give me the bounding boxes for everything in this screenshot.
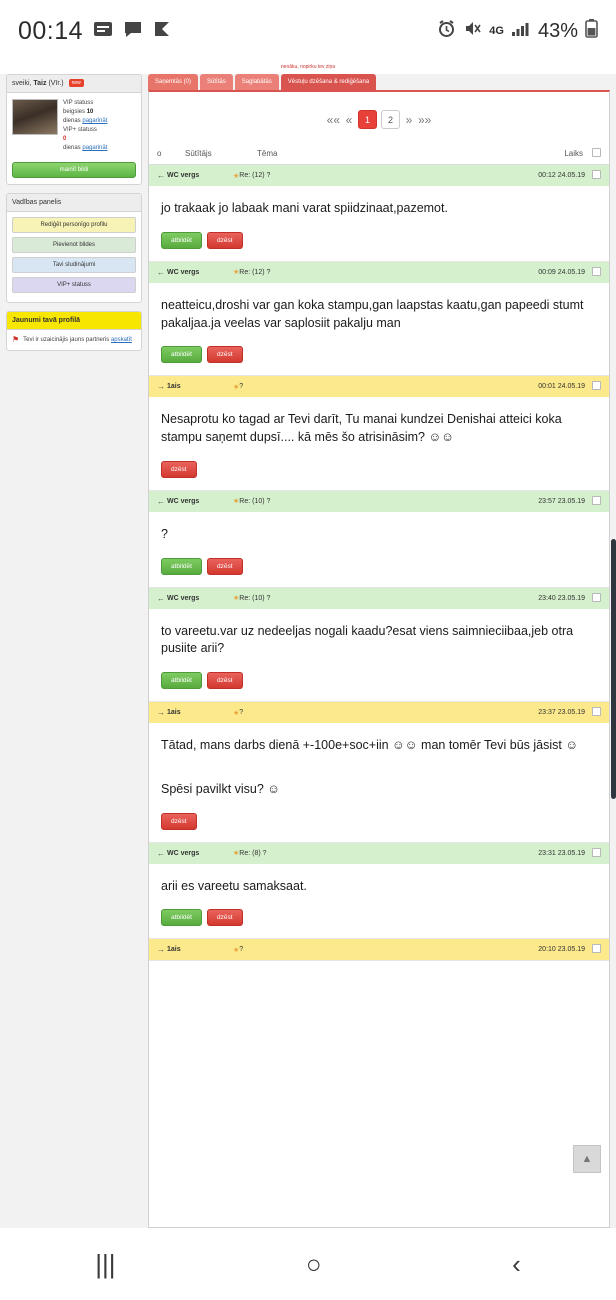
sidebar	[6, 74, 142, 1228]
message-sender[interactable]: 1ais	[167, 383, 181, 391]
message-topic[interactable]: ?	[239, 709, 244, 716]
message-paragraph: Nesaprotu ko tagad ar Tevi darīt, Tu manai kundzei Denishai atteici koka stampu saņemt dupsī.... kā mēs šo atrisināsim? ☺☺	[161, 412, 562, 444]
profile-gender: (Vīr.)	[48, 80, 64, 87]
reply-button[interactable]: atbildēt	[161, 558, 202, 575]
greeting-label: sveiki,	[12, 80, 32, 87]
message-time: 00:01 24.05.19	[538, 383, 585, 391]
recents-button[interactable]: |||	[95, 1249, 116, 1279]
status-bar-right	[437, 19, 598, 43]
message-row	[149, 165, 609, 262]
avatar[interactable]	[12, 99, 58, 135]
message-body	[149, 186, 609, 228]
new-badge: new	[69, 79, 84, 87]
news-item	[7, 330, 141, 350]
direction-arrow-icon: →	[157, 382, 165, 392]
message-time: 23:37 23.05.19	[538, 709, 585, 716]
column-header-time: Laiks	[564, 149, 583, 158]
message-paragraph: Spēsi pavilkt visu? ☺	[161, 781, 281, 796]
delete-button[interactable]: dzēst	[207, 672, 243, 689]
control-panel-menu	[7, 212, 141, 302]
star-icon: ★	[233, 850, 240, 857]
news-text: Tevi ir uzaicinājis jauns partneris	[23, 337, 110, 343]
pagination-first[interactable]: ««	[326, 112, 340, 127]
select-all-checkbox[interactable]	[583, 148, 601, 159]
message-topic[interactable]: Re: (10) ?	[239, 497, 271, 505]
reply-button[interactable]: atbildēt	[161, 346, 202, 363]
chevron-up-icon: ▲	[581, 1153, 593, 1165]
tab-sent[interactable]: Sūtītās	[200, 74, 233, 90]
profile-panel-header	[7, 75, 141, 93]
messenger-icon	[93, 20, 113, 43]
message-row	[149, 702, 609, 843]
tabs-bar	[148, 74, 610, 90]
message-header	[149, 939, 609, 960]
chat-bubble-icon	[123, 20, 143, 43]
message-header	[149, 491, 609, 512]
message-sender[interactable]: WC vergs	[167, 497, 200, 505]
message-actions	[149, 457, 609, 490]
message-checkbox[interactable]	[585, 848, 601, 859]
delete-button[interactable]: dzēst	[207, 558, 243, 575]
star-icon: ★	[233, 595, 240, 602]
delete-button[interactable]: dzēst	[161, 813, 197, 830]
message-checkbox[interactable]	[585, 496, 601, 507]
message-row	[149, 376, 609, 491]
page-scrollbar[interactable]	[611, 539, 616, 799]
control-panel-header: Vadības panelis	[7, 194, 141, 212]
vip-days-value: 10	[86, 109, 94, 115]
pagination-last[interactable]: »»	[418, 112, 432, 127]
message-row	[149, 588, 609, 703]
message-sender[interactable]: WC vergs	[167, 172, 200, 179]
reply-button[interactable]: atbildēt	[161, 909, 202, 926]
vip-expire-label: beigsies	[63, 109, 86, 115]
scroll-to-top-button[interactable]	[573, 1145, 601, 1173]
message-body	[149, 723, 609, 809]
message-checkbox[interactable]	[585, 944, 601, 955]
reply-button[interactable]: atbildēt	[161, 672, 202, 689]
message-header	[149, 702, 609, 723]
message-header	[149, 165, 609, 186]
profile-status-info	[63, 99, 107, 153]
message-topic[interactable]: Re: (10) ?	[239, 594, 271, 602]
pagination-page-2[interactable]: 2	[381, 110, 400, 129]
message-paragraph: to vareetu.var uz nedeeljas nogali kaadu?esat viens saimnieciibaa,jeb otra pusiite arii?	[161, 623, 574, 656]
direction-arrow-icon: →	[157, 945, 165, 955]
message-checkbox[interactable]	[585, 170, 601, 181]
direction-arrow-icon: ←	[157, 267, 165, 277]
message-paragraph: arii es vareetu samaksaat.	[161, 878, 307, 893]
reply-button[interactable]: atbildēt	[161, 232, 202, 249]
column-header-topic: Tēma	[257, 149, 278, 158]
message-body	[149, 864, 609, 906]
direction-arrow-icon: →	[157, 708, 165, 717]
status-clock: 00:14	[18, 16, 84, 45]
message-row	[149, 262, 609, 377]
signal-icon	[511, 21, 529, 42]
column-header-sender: Sūtītājs	[185, 149, 212, 158]
control-panel	[6, 193, 142, 303]
profile-body	[7, 93, 141, 159]
direction-arrow-icon: ←	[157, 171, 165, 180]
home-button[interactable]: ○	[305, 1249, 322, 1279]
play-flag-icon	[153, 20, 171, 43]
direction-arrow-icon: ←	[157, 848, 165, 858]
star-icon: ★	[233, 383, 240, 391]
sender-col-icon: o	[157, 149, 162, 158]
message-row	[149, 843, 609, 940]
sidebar-item-my-ads[interactable]: Tavi sludinājumi	[12, 257, 136, 273]
message-checkbox[interactable]	[585, 707, 601, 718]
message-sender[interactable]: WC vergs	[167, 268, 200, 276]
table-header	[149, 143, 609, 165]
message-time: 23:40 23.05.19	[538, 594, 585, 602]
mute-icon	[463, 19, 482, 43]
android-navigation-bar	[0, 1228, 616, 1300]
news-link[interactable]: apskatīt	[110, 337, 132, 343]
pagination-next[interactable]: »	[405, 112, 413, 127]
star-icon: ★	[233, 172, 240, 180]
message-sender[interactable]: 1ais	[167, 946, 181, 954]
message-actions	[149, 905, 609, 938]
message-sender[interactable]: 1ais	[167, 709, 181, 716]
vip-status-label: VIP statuss	[63, 100, 94, 106]
direction-arrow-icon: ←	[157, 593, 165, 603]
top-banner-link[interactable]: nenāku, nopirku tev ziņa	[0, 62, 616, 74]
message-time: 00:09 24.05.19	[538, 268, 585, 276]
message-row	[149, 491, 609, 588]
news-panel-header: Jaunumi tavā profilā	[7, 312, 141, 330]
star-icon: ★	[233, 498, 240, 506]
message-body	[149, 512, 609, 554]
sidebar-item-vipplus[interactable]: VIP+ statuss	[12, 277, 136, 293]
message-body	[149, 397, 609, 457]
profile-nick[interactable]: Taiz	[33, 80, 47, 87]
status-bar-left	[18, 17, 171, 46]
message-topic[interactable]: Re: (12) ?	[239, 172, 271, 179]
message-body	[149, 283, 609, 343]
main-area	[148, 74, 610, 1228]
battery-icon	[585, 19, 598, 43]
message-header	[149, 588, 609, 609]
sidebar-item-edit-profile[interactable]: Rediģēt personīgo profilu	[12, 217, 136, 233]
delete-button[interactable]: dzēst	[207, 232, 243, 249]
delete-button[interactable]: dzēst	[161, 461, 197, 478]
delete-button[interactable]: dzēst	[207, 346, 243, 363]
message-actions	[149, 554, 609, 587]
message-row	[149, 939, 609, 961]
tab-delete-edit[interactable]: Vēstuļu dzēšana & rediģēšana	[281, 74, 376, 90]
vipplus-days-value: 0	[63, 136, 67, 142]
back-button[interactable]: ‹	[512, 1249, 521, 1279]
message-sender[interactable]: WC vergs	[167, 594, 200, 602]
status-bar	[0, 0, 616, 62]
message-header	[149, 376, 609, 397]
tab-saved[interactable]: Saglabātās	[235, 74, 279, 90]
message-body	[149, 609, 609, 669]
message-topic[interactable]: ?	[239, 946, 244, 954]
news-panel	[6, 311, 142, 351]
profile-panel	[6, 74, 142, 185]
message-topic[interactable]: Re: (12) ?	[239, 268, 271, 276]
message-paragraph: neatteicu,droshi var gan koka stampu,gan laapstas kaatu,gan papeedi stumt pakaljaa.ja veelas var saplosiit pakalju man	[161, 297, 584, 330]
star-icon: ★	[233, 946, 240, 954]
message-header	[149, 843, 609, 864]
delete-button[interactable]: dzēst	[207, 909, 243, 926]
vip-extend-link[interactable]: pagarināt	[82, 118, 108, 124]
alert-icon: ⚑	[12, 335, 20, 344]
message-topic[interactable]: Re: (8) ?	[239, 849, 267, 857]
direction-arrow-icon: ←	[157, 496, 165, 506]
message-actions	[149, 809, 609, 842]
message-time: 20:10 23.05.19	[538, 946, 585, 954]
message-sender[interactable]: WC vergs	[167, 849, 200, 857]
sidebar-item-add-photos[interactable]: Pievienot bildes	[12, 237, 136, 253]
message-paragraph: jo trakaak jo labaak mani varat spiidzinaat,pazemot.	[161, 201, 448, 215]
message-paragraph: ?	[161, 526, 168, 541]
pagination-page-1[interactable]: 1	[358, 110, 377, 129]
tab-received[interactable]: Saņemtās (0)	[148, 74, 198, 90]
message-board	[148, 90, 610, 1228]
message-actions	[149, 668, 609, 701]
vipplus-extend-link[interactable]: pagarināt	[82, 145, 108, 151]
message-topic[interactable]: ?	[239, 383, 244, 391]
star-icon: ★	[233, 269, 240, 277]
message-header	[149, 262, 609, 283]
message-actions	[149, 228, 609, 261]
alarm-icon	[437, 19, 456, 43]
vip-days-label: dienas	[63, 118, 81, 124]
pagination-prev[interactable]: «	[345, 112, 353, 127]
message-checkbox[interactable]	[585, 267, 601, 278]
vipplus-status-label: VIP+ statuss	[63, 127, 97, 133]
vipplus-days-label: dienas	[63, 145, 81, 151]
battery-percent-label: 43%	[537, 19, 578, 42]
message-checkbox[interactable]	[585, 593, 601, 604]
star-icon: ★	[233, 709, 240, 717]
network-type-label: 4G	[489, 24, 504, 37]
change-photo-button[interactable]: mainīt bildi	[12, 162, 136, 178]
page-content	[0, 74, 616, 1228]
message-paragraph: Tātad, mans darbs dienā +-100e+soc+iin ☺☺ man tomēr Tevi būs jāsist ☺	[161, 738, 579, 752]
pagination	[149, 92, 609, 143]
message-checkbox[interactable]	[585, 381, 601, 392]
message-time: 23:57 23.05.19	[538, 497, 585, 505]
message-time: 23:31 23.05.19	[538, 849, 585, 857]
message-time: 00:12 24.05.19	[538, 172, 585, 179]
message-actions	[149, 342, 609, 375]
web-page-viewport	[0, 62, 616, 1228]
